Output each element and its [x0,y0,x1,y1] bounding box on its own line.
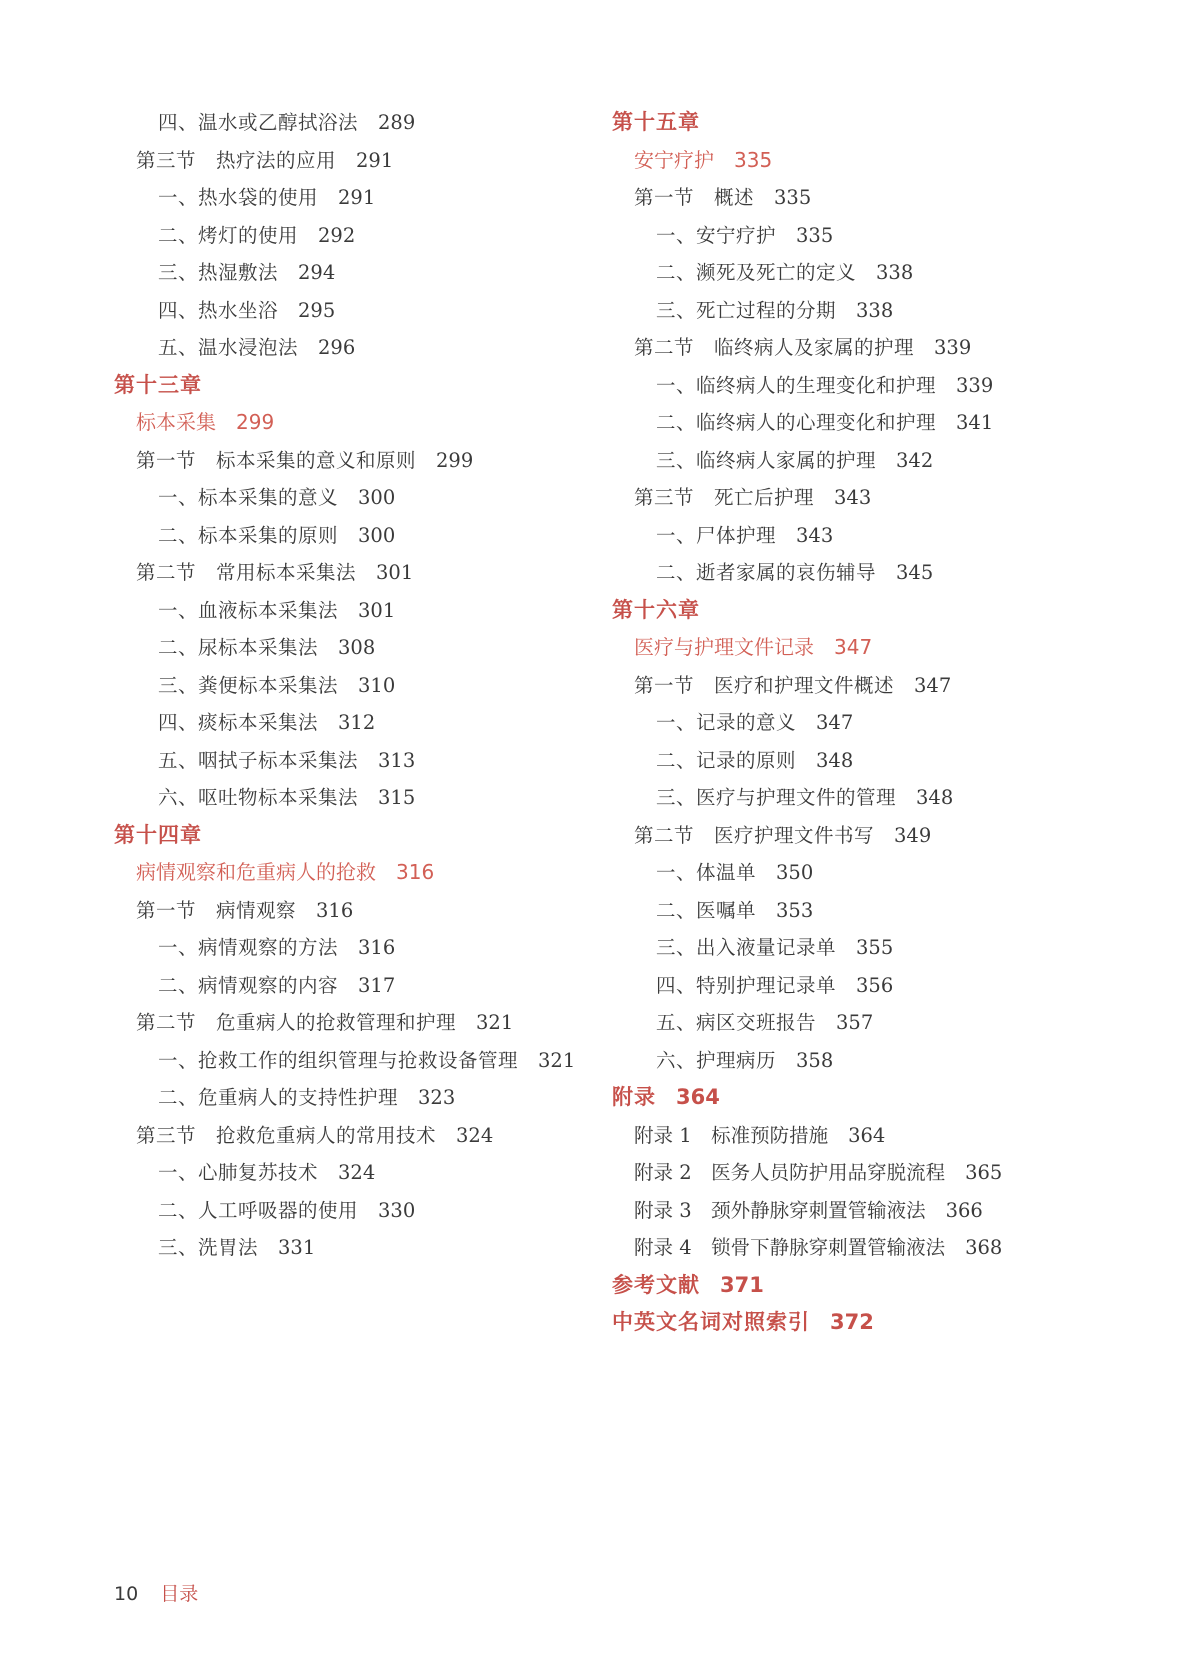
toc-entry-page: 353 [776,898,814,922]
toc-entry-item[interactable] [612,929,1092,967]
toc-entry-page: 301 [376,561,414,584]
toc-entry-page: 321 [476,1011,514,1034]
toc-entry-title: 第二节 危重病人的抢救管理和护理 [136,1011,457,1034]
toc-entry-page: 339 [934,336,972,359]
toc-entry-title: 四、特别护理记录单 [656,973,837,997]
toc-entry-title: 二、濒死及死亡的定义 [656,261,857,284]
toc-entry-page: 335 [734,147,773,172]
toc-entry-sec[interactable] [612,479,1092,517]
toc-entry-title: 第十三章 [114,372,202,397]
toc-entry-title: 附录 4 锁骨下静脉穿刺置管输液法 [634,1236,946,1259]
toc-entry-title: 第一节 概述 [634,186,755,209]
toc-entry-item[interactable] [612,967,1092,1005]
toc-entry-title: 第十六章 [612,597,700,622]
toc-entry-title: 三、洗胃法 [158,1236,259,1259]
toc-entry-item[interactable] [114,104,584,142]
toc-entry-page: 365 [965,1161,1003,1184]
toc-entry-title: 一、记录的意义 [656,711,797,734]
toc-entry-page: 310 [358,673,396,697]
toc-entry-chapter[interactable] [612,592,1092,630]
toc-entry-sec[interactable] [114,1117,584,1155]
toc-entry-page: 300 [358,486,396,509]
toc-right-column [612,104,1092,1342]
toc-entry-title: 第三节 死亡后护理 [634,486,815,509]
toc-entry-title: 中英文名词对照索引 [612,1310,810,1334]
toc-entry-title: 五、温水浸泡法 [158,336,299,359]
toc-entry-sec[interactable] [612,179,1092,217]
toc-entry-sec[interactable] [114,442,584,480]
toc-entry-title: 三、死亡过程的分期 [656,298,837,322]
toc-entry-page: 316 [316,898,354,922]
toc-entry-page: 308 [338,636,376,659]
toc-entry-item[interactable] [612,892,1092,930]
toc-entry-title: 第十五章 [612,110,700,134]
toc-entry-title: 第二节 医疗护理文件书写 [634,823,875,847]
toc-entry-item[interactable] [114,217,584,255]
toc-entry-item[interactable] [612,254,1092,292]
toc-entry-page: 364 [676,1085,720,1109]
toc-entry-title: 六、呕吐物标本采集法 [158,786,359,809]
toc-entry-title: 一、尸体护理 [656,523,777,547]
toc-entry-page: 342 [896,448,934,472]
toc-entry-page: 355 [856,936,894,959]
toc-entry-title: 附录 [612,1085,656,1109]
toc-entry-title: 二、病情观察的内容 [158,973,339,997]
toc-entry-page: 313 [378,748,416,772]
toc-entry-page: 312 [338,711,376,734]
toc-entry-title: 第二节 临终病人及家属的护理 [634,336,915,359]
toc-entry-sec[interactable] [114,142,584,180]
toc-entry-title: 二、烤灯的使用 [158,223,299,247]
toc-entry-title: 一、体温单 [656,861,757,884]
page-number: 10 [114,1583,139,1605]
toc-entry-sec[interactable] [612,667,1092,705]
toc-entry-page: 366 [945,1198,983,1222]
toc-entry-sec[interactable] [114,554,584,592]
toc-entry-page: 299 [436,448,474,472]
toc-entry-page: 291 [356,148,394,172]
toc-entry-title: 二、医嘱单 [656,898,757,922]
toc-entry-title: 一、安宁疗护 [656,223,777,247]
toc-entry-item[interactable] [612,854,1092,892]
toc-entry-page: 300 [358,523,396,547]
toc-entry-item[interactable] [114,517,584,555]
toc-entry-sec[interactable] [612,817,1092,855]
toc-entry-page: 371 [720,1272,764,1297]
toc-entry-page: 291 [338,186,376,209]
toc-entry-chtitle[interactable] [114,404,584,442]
toc-entry-item[interactable] [114,1154,584,1192]
toc-entry-title: 第三节 热疗法的应用 [136,148,337,172]
toc-entry-item[interactable] [114,629,584,667]
toc-entry-page: 347 [834,635,873,659]
toc-entry-item[interactable] [612,554,1092,592]
toc-entry-chapter[interactable] [114,817,584,855]
toc-entry-chtitle[interactable] [612,142,1092,180]
toc-entry-item[interactable] [114,704,584,742]
toc-entry-page: 368 [965,1236,1003,1259]
toc-entry-item[interactable] [114,179,584,217]
toc-entry-page: 321 [538,1048,576,1072]
toc-entry-page: 335 [774,186,812,209]
toc-entry-item[interactable] [612,292,1092,330]
toc-entry-page: 330 [378,1198,416,1222]
toc-entry-page: 339 [956,373,994,397]
toc-entry-title: 第一节 标本采集的意义和原则 [136,448,417,472]
toc-entry-page: 372 [830,1310,874,1334]
toc-entry-item[interactable] [114,292,584,330]
toc-entry-page: 343 [834,486,872,509]
toc-entry-item[interactable] [114,1229,584,1267]
toc-entry-page: 350 [776,861,814,884]
toc-entry-app[interactable] [612,1154,1092,1192]
toc-entry-page: 294 [298,261,336,284]
toc-entry-item[interactable] [114,479,584,517]
page-footer [114,1582,198,1606]
toc-entry-title: 五、咽拭子标本采集法 [158,748,359,772]
toc-entry-item[interactable] [114,967,584,1005]
toc-entry-title: 一、抢救工作的组织管理与抢救设备管理 [158,1048,519,1072]
toc-entry-chapter[interactable] [114,367,584,405]
toc-entry-title: 二、尿标本采集法 [158,636,319,659]
toc-entry-title: 标本采集 [136,410,216,434]
toc-entry-title: 医疗与护理文件记录 [634,635,814,659]
toc-entry-title: 五、病区交班报告 [656,1011,817,1034]
toc-entry-page: 347 [914,673,952,697]
toc-entry-title: 一、标本采集的意义 [158,486,339,509]
toc-entry-item[interactable] [114,592,584,630]
toc-entry-title: 附录 1 标准预防措施 [634,1123,829,1147]
toc-entry-title: 安宁疗护 [634,147,714,172]
toc-entry-page: 338 [856,298,894,322]
toc-entry-title: 二、记录的原则 [656,748,797,772]
toc-entry-title: 四、温水或乙醇拭浴法 [158,111,359,134]
toc-entry-title: 病情观察和危重病人的抢救 [136,860,376,884]
toc-entry-item[interactable] [612,442,1092,480]
toc-entry-item[interactable] [612,217,1092,255]
toc-entry-page: 341 [956,411,994,434]
toc-entry-item[interactable] [612,517,1092,555]
toc-entry-page: 292 [318,223,356,247]
toc-entry-sec[interactable] [114,1004,584,1042]
toc-entry-item[interactable] [114,929,584,967]
toc-entry-page: 317 [358,973,396,997]
toc-entry-page: 343 [796,523,834,547]
toc-entry-page: 357 [836,1011,874,1034]
toc-entry-page: 349 [894,823,932,847]
toc-entry-item[interactable] [612,367,1092,405]
toc-entry-page: 315 [378,786,416,809]
toc-entry-title: 第十四章 [114,822,202,847]
toc-entry-app[interactable] [612,1117,1092,1155]
toc-entry-title: 三、临终病人家属的护理 [656,448,877,472]
toc-entry-page: 348 [916,786,954,809]
toc-entry-chtitle[interactable] [612,629,1092,667]
toc-entry-page: 289 [378,111,416,134]
footer-label: 目录 [160,1583,199,1605]
toc-entry-title: 第二节 常用标本采集法 [136,561,357,584]
toc-entry-title: 第一节 医疗和护理文件概述 [634,673,895,697]
toc-entry-item[interactable] [114,742,584,780]
toc-entry-item[interactable] [612,1004,1092,1042]
toc-entry-item[interactable] [114,254,584,292]
toc-entry-top[interactable] [612,1079,1092,1117]
toc-entry-title: 附录 3 颈外静脉穿刺置管输液法 [634,1198,926,1222]
toc-entry-page: 295 [298,298,336,322]
toc-entry-item[interactable] [612,779,1092,817]
toc-entry-top[interactable] [612,1304,1092,1342]
toc-entry-page: 335 [796,223,834,247]
toc-entry-item[interactable] [114,667,584,705]
toc-entry-page: 345 [896,561,934,584]
toc-entry-item[interactable] [114,1042,584,1080]
toc-entry-title: 参考文献 [612,1272,700,1297]
toc-entry-title: 第三节 抢救危重病人的常用技术 [136,1123,437,1147]
toc-entry-title: 一、血液标本采集法 [158,598,339,622]
toc-entry-app[interactable] [612,1229,1092,1267]
toc-entry-title: 四、热水坐浴 [158,298,279,322]
toc-entry-page: 324 [456,1123,494,1147]
toc-entry-title: 二、标本采集的原则 [158,523,339,547]
toc-entry-title: 三、医疗与护理文件的管理 [656,786,897,809]
toc-entry-title: 一、临终病人的生理变化和护理 [656,373,937,397]
toc-entry-page: 296 [318,336,356,359]
toc-entry-title: 一、心肺复苏技术 [158,1161,319,1184]
toc-entry-page: 301 [358,598,396,622]
toc-entry-title: 附录 2 医务人员防护用品穿脱流程 [634,1161,946,1184]
toc-entry-title: 一、病情观察的方法 [158,936,339,959]
toc-entry-item[interactable] [612,404,1092,442]
toc-entry-title: 二、逝者家属的哀伤辅导 [656,561,877,584]
toc-entry-top[interactable] [612,1267,1092,1305]
toc-entry-page: 323 [418,1086,456,1109]
toc-entry-app[interactable] [612,1192,1092,1230]
toc-entry-sec[interactable] [612,329,1092,367]
toc-entry-page: 358 [796,1048,834,1072]
toc-entry-title: 二、临终病人的心理变化和护理 [656,411,937,434]
toc-entry-page: 316 [358,936,396,959]
toc-entry-title: 三、出入液量记录单 [656,936,837,959]
toc-entry-page: 338 [876,261,914,284]
toc-entry-page: 347 [816,711,854,734]
toc-entry-sec[interactable] [114,892,584,930]
toc-entry-item[interactable] [114,779,584,817]
toc-entry-title: 第一节 病情观察 [136,898,297,922]
toc-left-column [114,104,584,1267]
toc-entry-title: 三、粪便标本采集法 [158,673,339,697]
toc-entry-title: 三、热湿敷法 [158,261,279,284]
toc-entry-title: 四、痰标本采集法 [158,711,319,734]
toc-entry-page: 299 [236,410,275,434]
toc-entry-chapter[interactable] [612,104,1092,142]
toc-entry-page: 324 [338,1161,376,1184]
toc-entry-item[interactable] [612,704,1092,742]
toc-entry-title: 一、热水袋的使用 [158,186,319,209]
toc-entry-page: 364 [848,1123,886,1147]
toc-entry-page: 348 [816,748,854,772]
toc-entry-page: 316 [396,860,435,884]
toc-entry-item[interactable] [612,1042,1092,1080]
toc-entry-item[interactable] [114,1192,584,1230]
toc-entry-item[interactable] [612,742,1092,780]
toc-entry-chtitle[interactable] [114,854,584,892]
toc-entry-item[interactable] [114,1079,584,1117]
toc-entry-title: 二、危重病人的支持性护理 [158,1086,399,1109]
toc-entry-title: 六、护理病历 [656,1048,777,1072]
toc-entry-item[interactable] [114,329,584,367]
toc-entry-page: 331 [278,1236,316,1259]
toc-entry-page: 356 [856,973,894,997]
toc-entry-title: 二、人工呼吸器的使用 [158,1198,359,1222]
